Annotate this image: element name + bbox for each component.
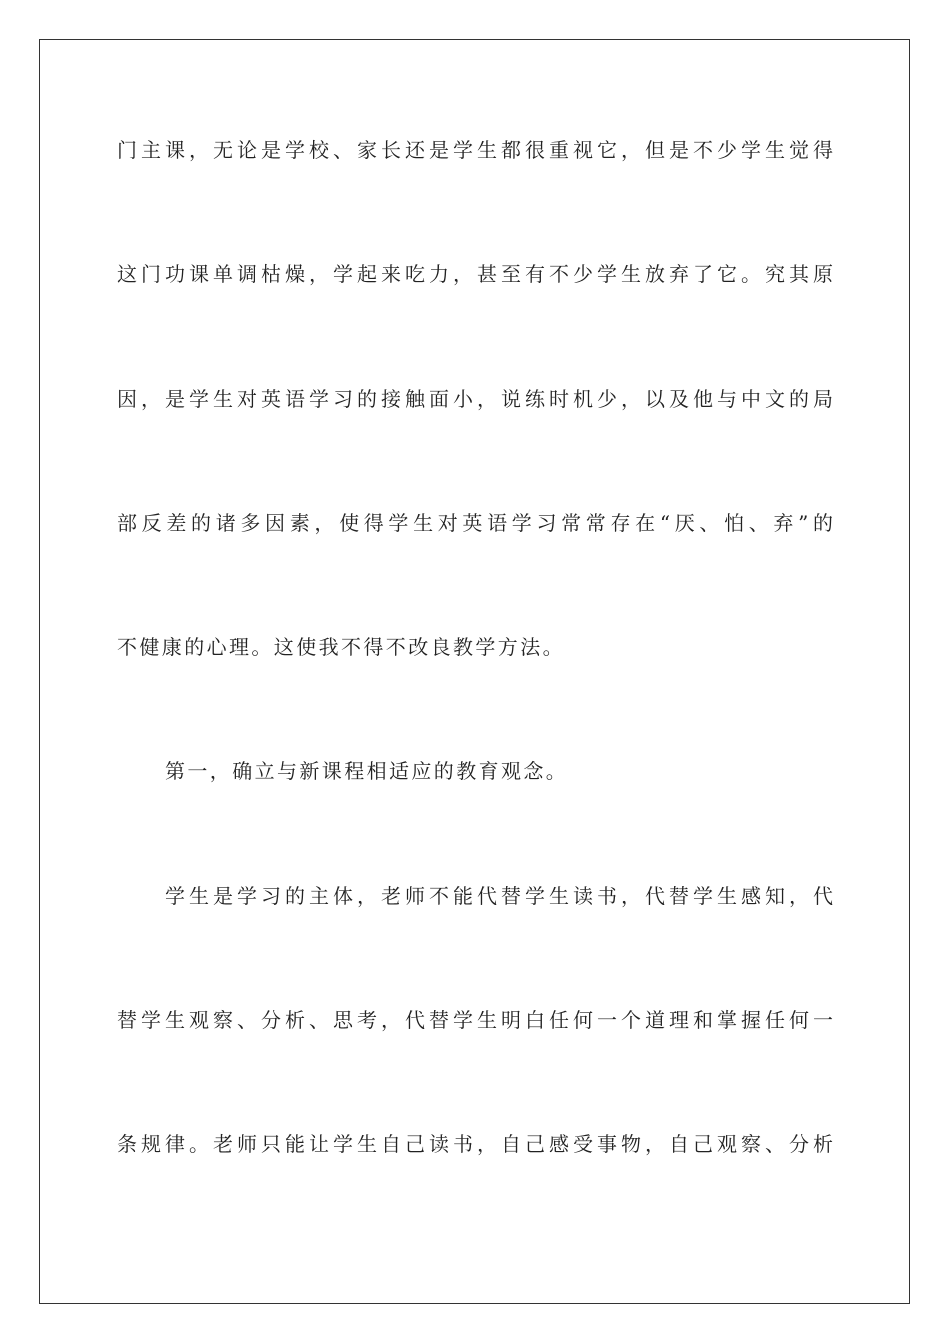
paragraph-line-7: 学生是学习的主体，老师不能代替学生读书，代替学生感知，代 — [165, 884, 833, 908]
paragraph-line-4: 部反差的诸多因素，使得学生对英语学习常常存在“厌、怕、弃”的 — [117, 511, 833, 535]
paragraph-line-2: 这门功课单调枯燥，学起来吃力，甚至有不少学生放弃了它。究其原 — [117, 262, 833, 286]
paragraph-line-8: 替学生观察、分析、思考，代替学生明白任何一个道理和掌握任何一 — [117, 1008, 833, 1032]
paragraph-line-3: 因，是学生对英语学习的接触面小，说练时机少，以及他与中文的局 — [117, 387, 833, 411]
paragraph-line-9: 条规律。老师只能让学生自己读书，自己感受事物，自己观察、分析 — [117, 1132, 833, 1156]
section-heading: 第一，确立与新课程相适应的教育观念。 — [165, 759, 569, 783]
paragraph-line-1: 门主课，无论是学校、家长还是学生都很重视它，但是不少学生觉得 — [117, 138, 833, 162]
paragraph-line-5: 不健康的心理。这使我不得不改良教学方法。 — [117, 635, 565, 659]
page-border — [39, 39, 910, 1304]
